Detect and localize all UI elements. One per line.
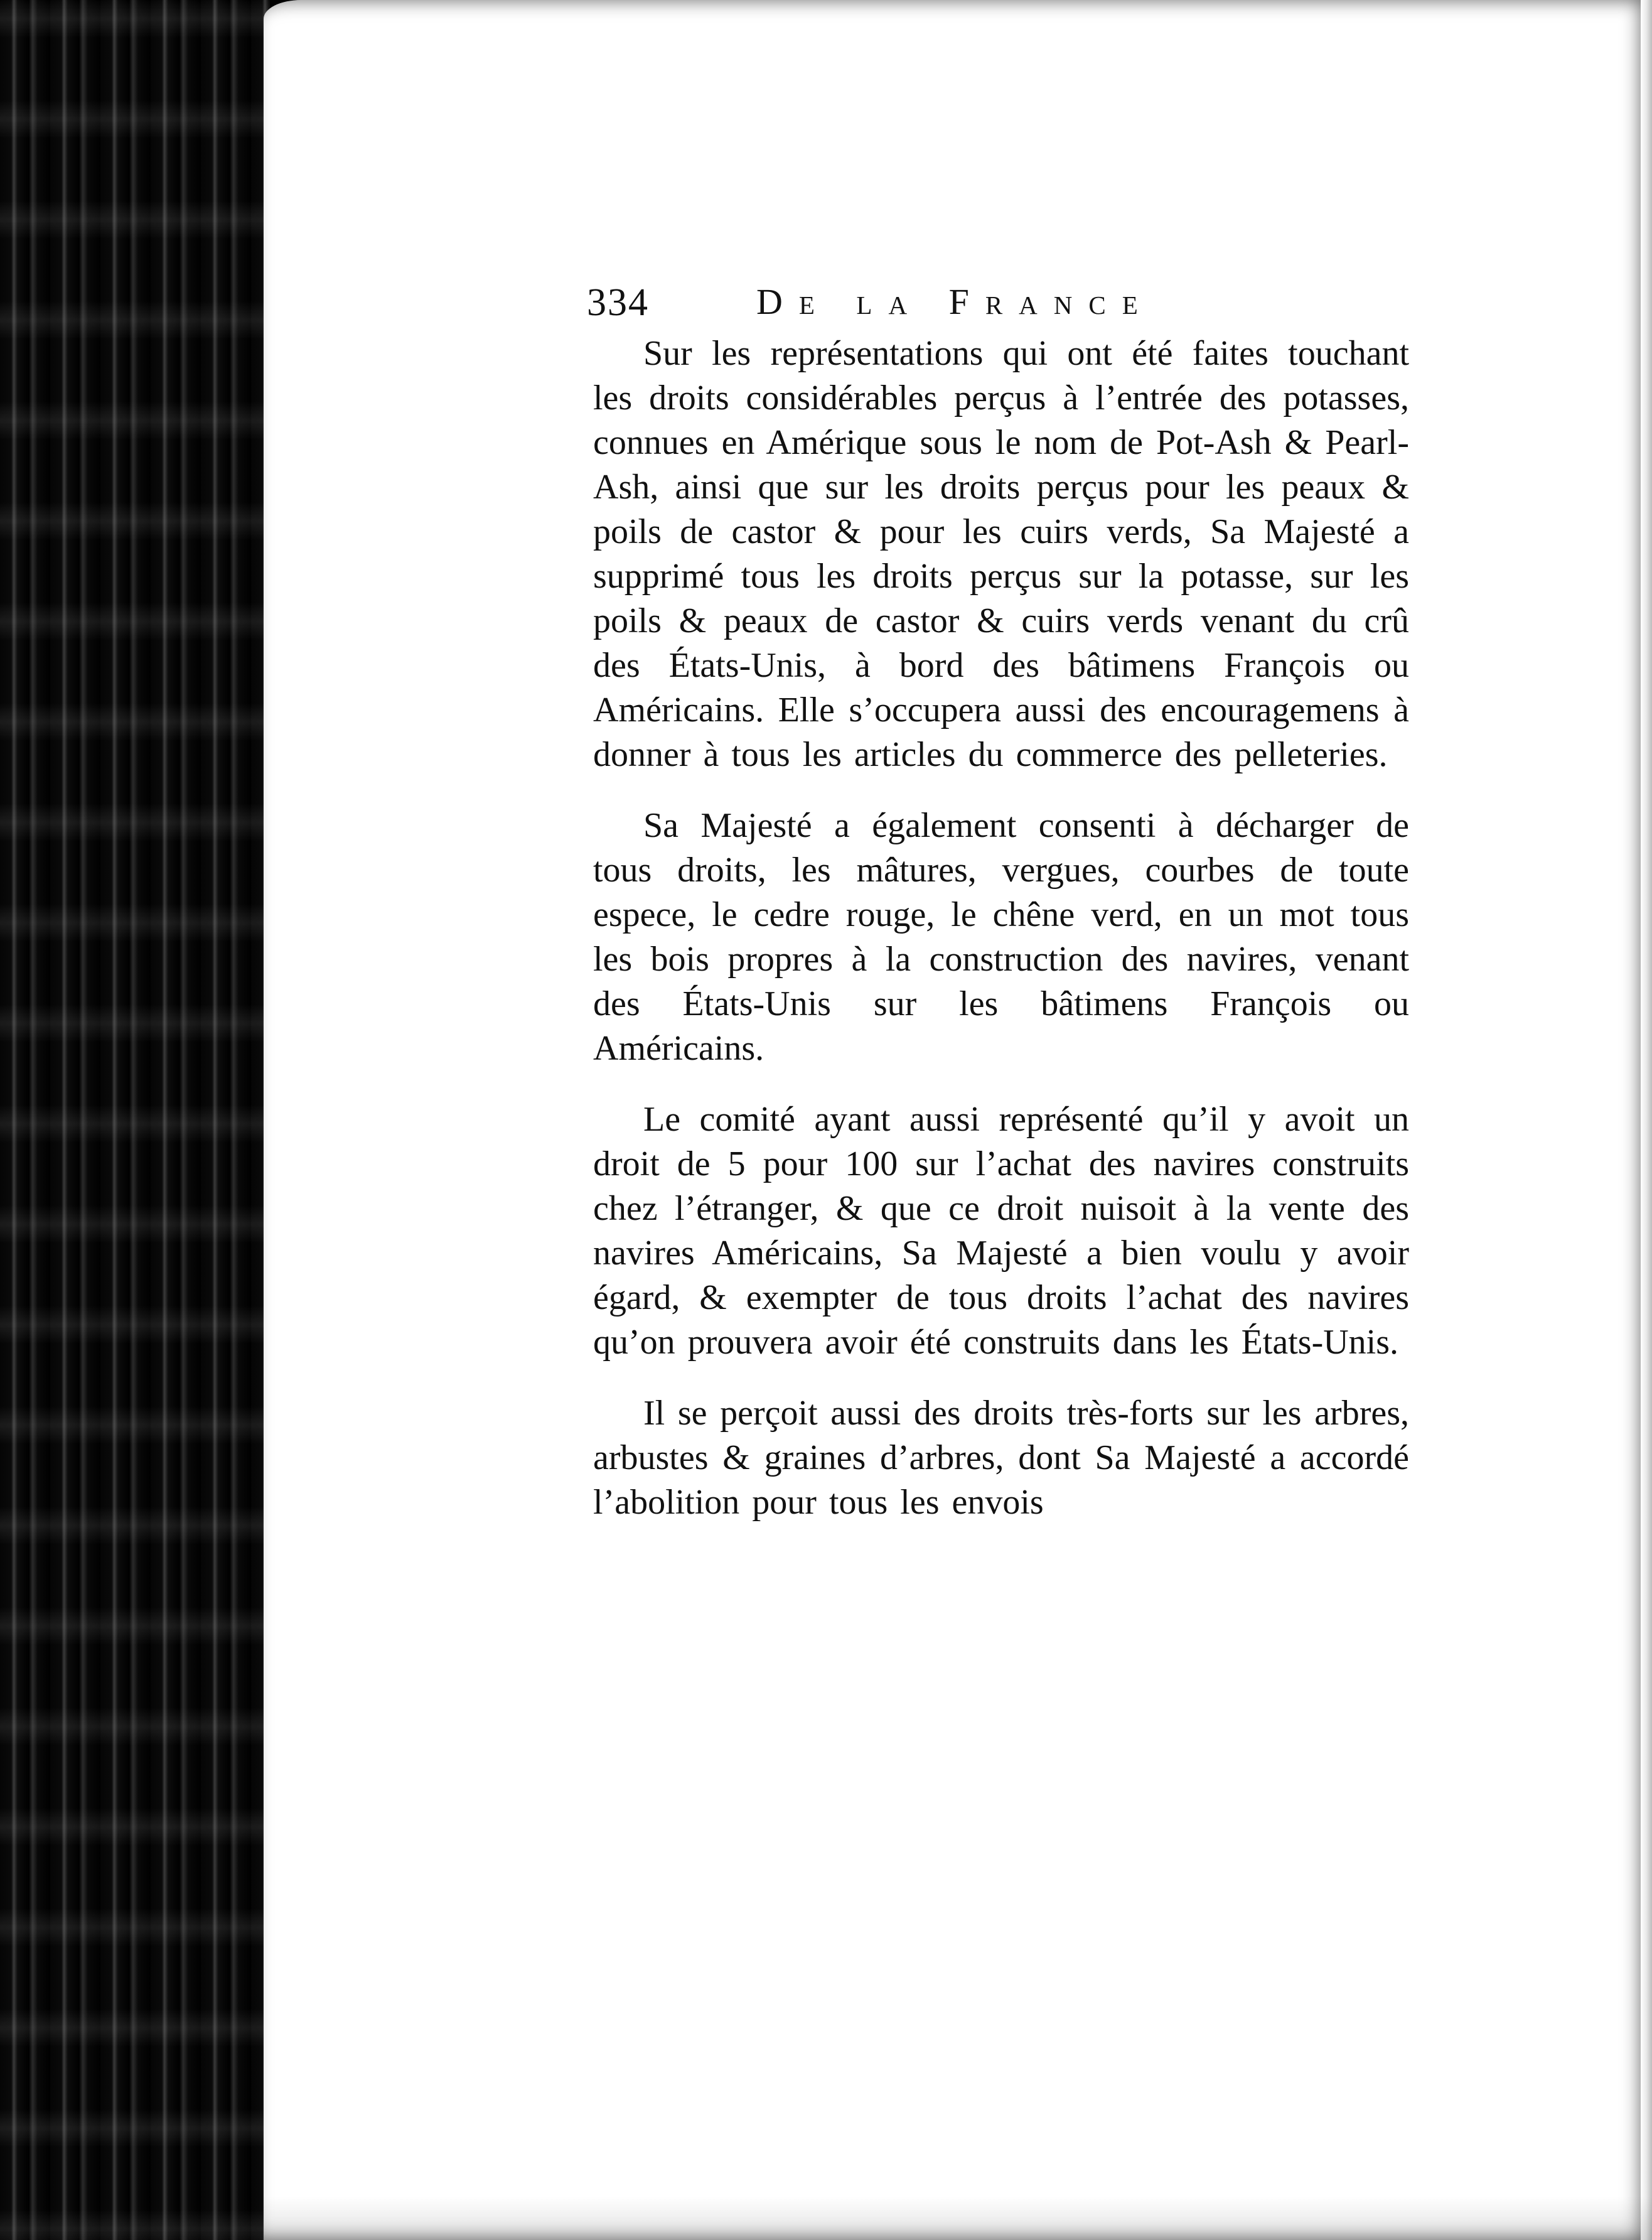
page-bottom-shadow bbox=[264, 2196, 1652, 2240]
paragraph-2: Sa Majesté a également consenti à décharger de tous droits, les mâtures, vergues, courbes de toute espece, le cedre rouge, le chêne verd, en un mot tous les bois propres à la construction des navires, venant des États-Unis sur les bâtimens François ou Américains. bbox=[593, 806, 1409, 1068]
paragraph-1: Sur les représentations qui ont été faites touchant les droits considérables perçus à l’entrée des potasses, connues en Amérique sous le nom de Pot-Ash & Pearl-Ash, ainsi que sur les droits perçus pour les peaux & poils de castor & pour les cuirs verds, Sa Majesté a supprimé tous les droits perçus sur la potasse, sur les poils & peaux de castor & cuirs verds venant du crû des États-Unis, à bord des bâtimens François ou Américains. Elle s’occupera aussi des encouragemens à donner à tous les articles du commerce des pelleteries. bbox=[593, 334, 1409, 774]
binding-texture bbox=[0, 0, 270, 2240]
page-right-edge bbox=[1641, 0, 1652, 2240]
body-text bbox=[593, 331, 1409, 1551]
running-head bbox=[587, 279, 1403, 336]
running-title: De la France bbox=[756, 281, 1154, 322]
paragraph-3: Le comité ayant aussi représenté qu’il y avoit un droit de 5 pour 100 sur l’achat des navires construits chez l’étranger, & que ce droit nuisoit à la vente des navires Américains, Sa Majesté a bien voulu y avoir égard, & exempter de tous droits l’achat des navires qu’on prouvera avoir été construits dans les États-Unis. bbox=[593, 1100, 1409, 1362]
page-number: 334 bbox=[587, 281, 649, 324]
paragraph-4: Il se perçoit aussi des droits très-forts sur les arbres, arbustes & graines d’arbres, dont Sa Majesté a accordé l’abolition pour tous les envois bbox=[593, 1394, 1409, 1522]
